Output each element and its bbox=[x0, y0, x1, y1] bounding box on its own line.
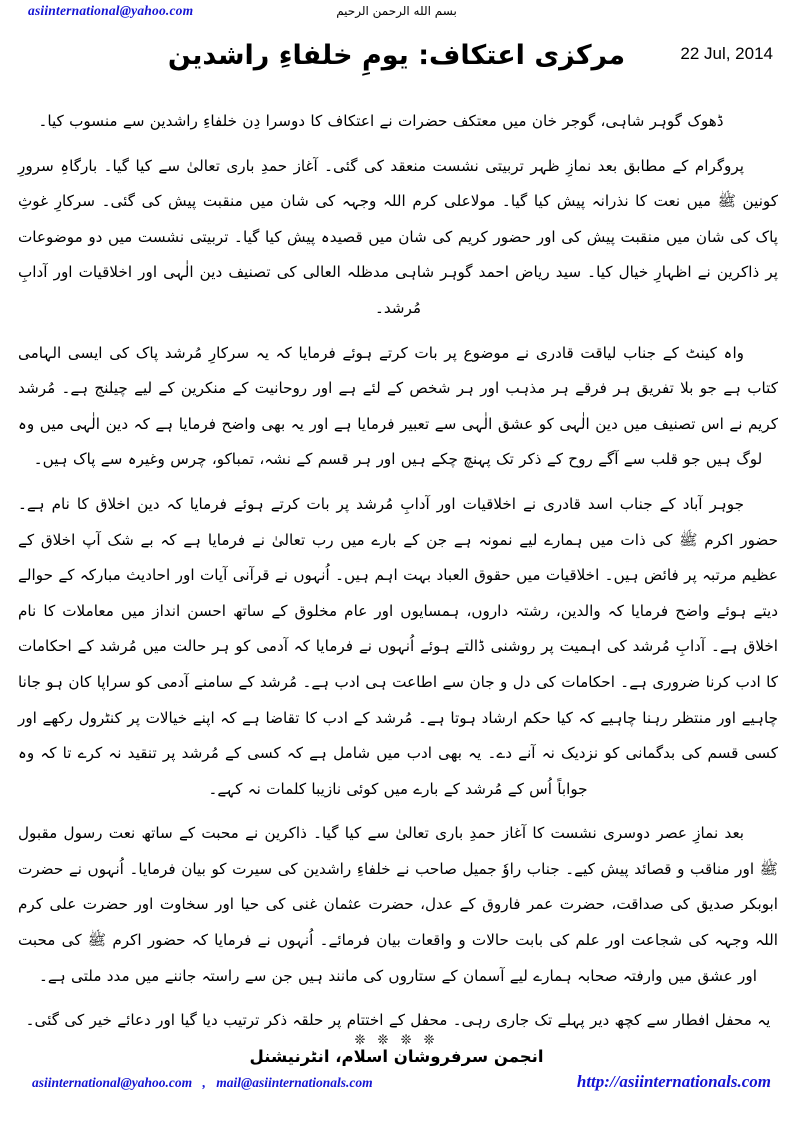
body-paragraph: ڈھوک گوہر شاہی، گوجر خان میں معتکف حضرات نے اعتکاف کا دوسرا دِن خلفاءِ راشدین سے منسوب کیا۔ bbox=[38, 112, 724, 130]
document-header bbox=[0, 0, 793, 30]
footer-email-secondary[interactable]: mail@asiinternationals.com bbox=[216, 1075, 373, 1090]
page-title: مرکزی اعتکاف: یومِ خلفاءِ راشدین bbox=[167, 40, 626, 71]
flower-ornament-icon: ❊ ❊ ❊ ❊ bbox=[354, 1033, 439, 1048]
footer-email-primary[interactable]: asiinternational@yahoo.com bbox=[32, 1075, 193, 1090]
body-paragraph: یہ محفل افطار سے کچھ دیر پہلے تک جاری رہی۔ محفل کے اختتام پر حلقہ ذکر ترتیب دیا گیا اور دعائے خیر کی گئی۔ bbox=[25, 1011, 771, 1030]
body-paragraph: بعد نمازِ عصر دوسری نشست کا آغاز حمدِ باری تعالیٰ سے کیا گیا۔ ذاکرین نے محبت کے ساتھ نعت رسول مقبول ﷺ اور مناقب و قصائد پیش کیے۔ جناب راوٗ جمیل صاحب نے خلفاءِ راشدین کی سیرت کو بیان فرمایا۔ اُنہوں نے حضرت ابوبکر صدیق کی صداقت، حضرت عمر فاروق کے عدل، حضرت عثمان غنی کی حیا اور سخاوت اور حضرت علی کرم اللہ وجہہ کی شجاعت اور علم کی بابت حالات و واقعات بیان فرمائے۔ اُنہوں نے فرمایا کہ حضور اکرم ﷺ کی محبت اور عشق میں وارفتہ صحابہ ہمارے لیے آسمان کے ستاروں کی مانند ہیں جن سے راستہ جاننے میں مدد ملتی ہے۔ bbox=[18, 824, 778, 985]
article-body bbox=[18, 104, 778, 1048]
bismillah-line: بسم الله الرحمن الرحیم bbox=[336, 4, 457, 18]
body-paragraph: پروگرام کے مطابق بعد نمازِ ظہر تربیتی نشست منعقد کی گئی۔ آغاز حمدِ باری تعالیٰ سے کیا گیا۔ بارگاہِ سرورِ کونین ﷺ میں نعت کا نذرانہ پیش کیا گیا۔ مولاعلی کرم اللہ وجہہ کی شان میں منقبت پیش کی گئی۔ سرکارِ غوثِ پاک کی شان میں منقبت پیش کی اور حضور کریم کی شان میں قصیدہ پیش کیا گیا۔ تربیتی نشست میں دو موضوعات پر ذاکرین نے اظہارِ خیال کیا۔ سید ریاض احمد گوہر شاہی مدظلہ العالی کی تصنیف دین الٰہی اور اخلاقیات اور آدابِ مُرشد۔ bbox=[18, 156, 778, 317]
body-paragraph: جوہر آباد کے جناب اسد قادری نے اخلاقیات اور آدابِ مُرشد پر بات کرتے ہوئے فرمایا کہ دین اخلاق کا نام ہے۔ حضور اکرم ﷺ کی ذات میں ہمارے لیے نمونہ ہے جن کے بارے میں رب تعالیٰ نے فرمایا ہے کہ بے شک آپ اخلاق کے عظیم مرتبہ پر فائض ہیں۔ اخلاقیات میں حقوق العباد بہت اہم ہیں۔ اُنہوں نے قرآنی آیات اور احادیث مبارکہ کے حوالے دیتے ہوئے واضح فرمایا کہ والدین، رشتہ داروں، ہمسایوں اور عام مخلوق کے ساتھ احسن انداز میں معاملات کا نام اخلاق ہے۔ آدابِ مُرشد کی اہمیت پر روشنی ڈالتے ہوئے اُنہوں نے فرمایا کہ آدمی کو ہر حالت میں مُرشد کے احکامات کا ادب کرنا ضروری ہے۔ احکامات کی دل و جان سے اطاعت ہی ادب ہے۔ مُرشد کے سامنے آدمی کو سراپا کان ہو جانا چاہیے اور منتظر رہنا چاہیے کہ کیا حکم ارشاد ہوتا ہے۔ مُرشد کے ادب کا تقاضا ہے کہ اپنے خیالات پر کنٹرول رکھے اور کسی قسم کی بدگمانی کو نزدیک نہ آنے دے۔ یہ بھی ادب میں شامل ہے کہ کسی کے مُرشد پر تنقید نہ کرے تا کہ وہ جواباً اُس کے مُرشد کے بارے میں کوئی نازیبا کلمات نہ کہے۔ bbox=[18, 494, 778, 798]
body-paragraph: واہ کینٹ کے جناب لیاقت قادری نے موضوع پر بات کرتے ہوئے فرمایا کہ یہ سرکارِ مُرشد پاک کی ایسی الہامی کتاب ہے جو بلا تفریق ہر فرقے ہر مذہب اور ہر شخص کے لئے ہے اور روحانیت کے منکرین کے لیے چیلنج ہے۔ مُرشد کریم نے اس تصنیف میں دین الٰہی کو عشق الٰہی سے تعبیر فرمایا ہے اور یہ بھی واضح فرمایا ہے کہ دین الٰہی میں وہ لوگ ہیں جو قلب سے آگے روح کے ذکر تک پہنچ چکے ہیں اور ہر قسم کے نشہ، تمباکو، چرس وغیرہ سے پاک ہیں۔ bbox=[18, 343, 778, 469]
title-row bbox=[0, 36, 793, 98]
footer-email-group bbox=[32, 1075, 373, 1091]
document-date: 22 Jul, 2014 bbox=[680, 44, 773, 63]
footer-email-separator: , bbox=[202, 1075, 206, 1090]
document-footer bbox=[0, 1072, 793, 1101]
organization-signature: انجمن سرفروشان اسلام، انٹرنیشنل bbox=[249, 1047, 544, 1066]
footer-website-link[interactable]: http://asiinternationals.com bbox=[576, 1072, 771, 1091]
header-email-link[interactable]: asiinternational@yahoo.com bbox=[28, 3, 194, 18]
